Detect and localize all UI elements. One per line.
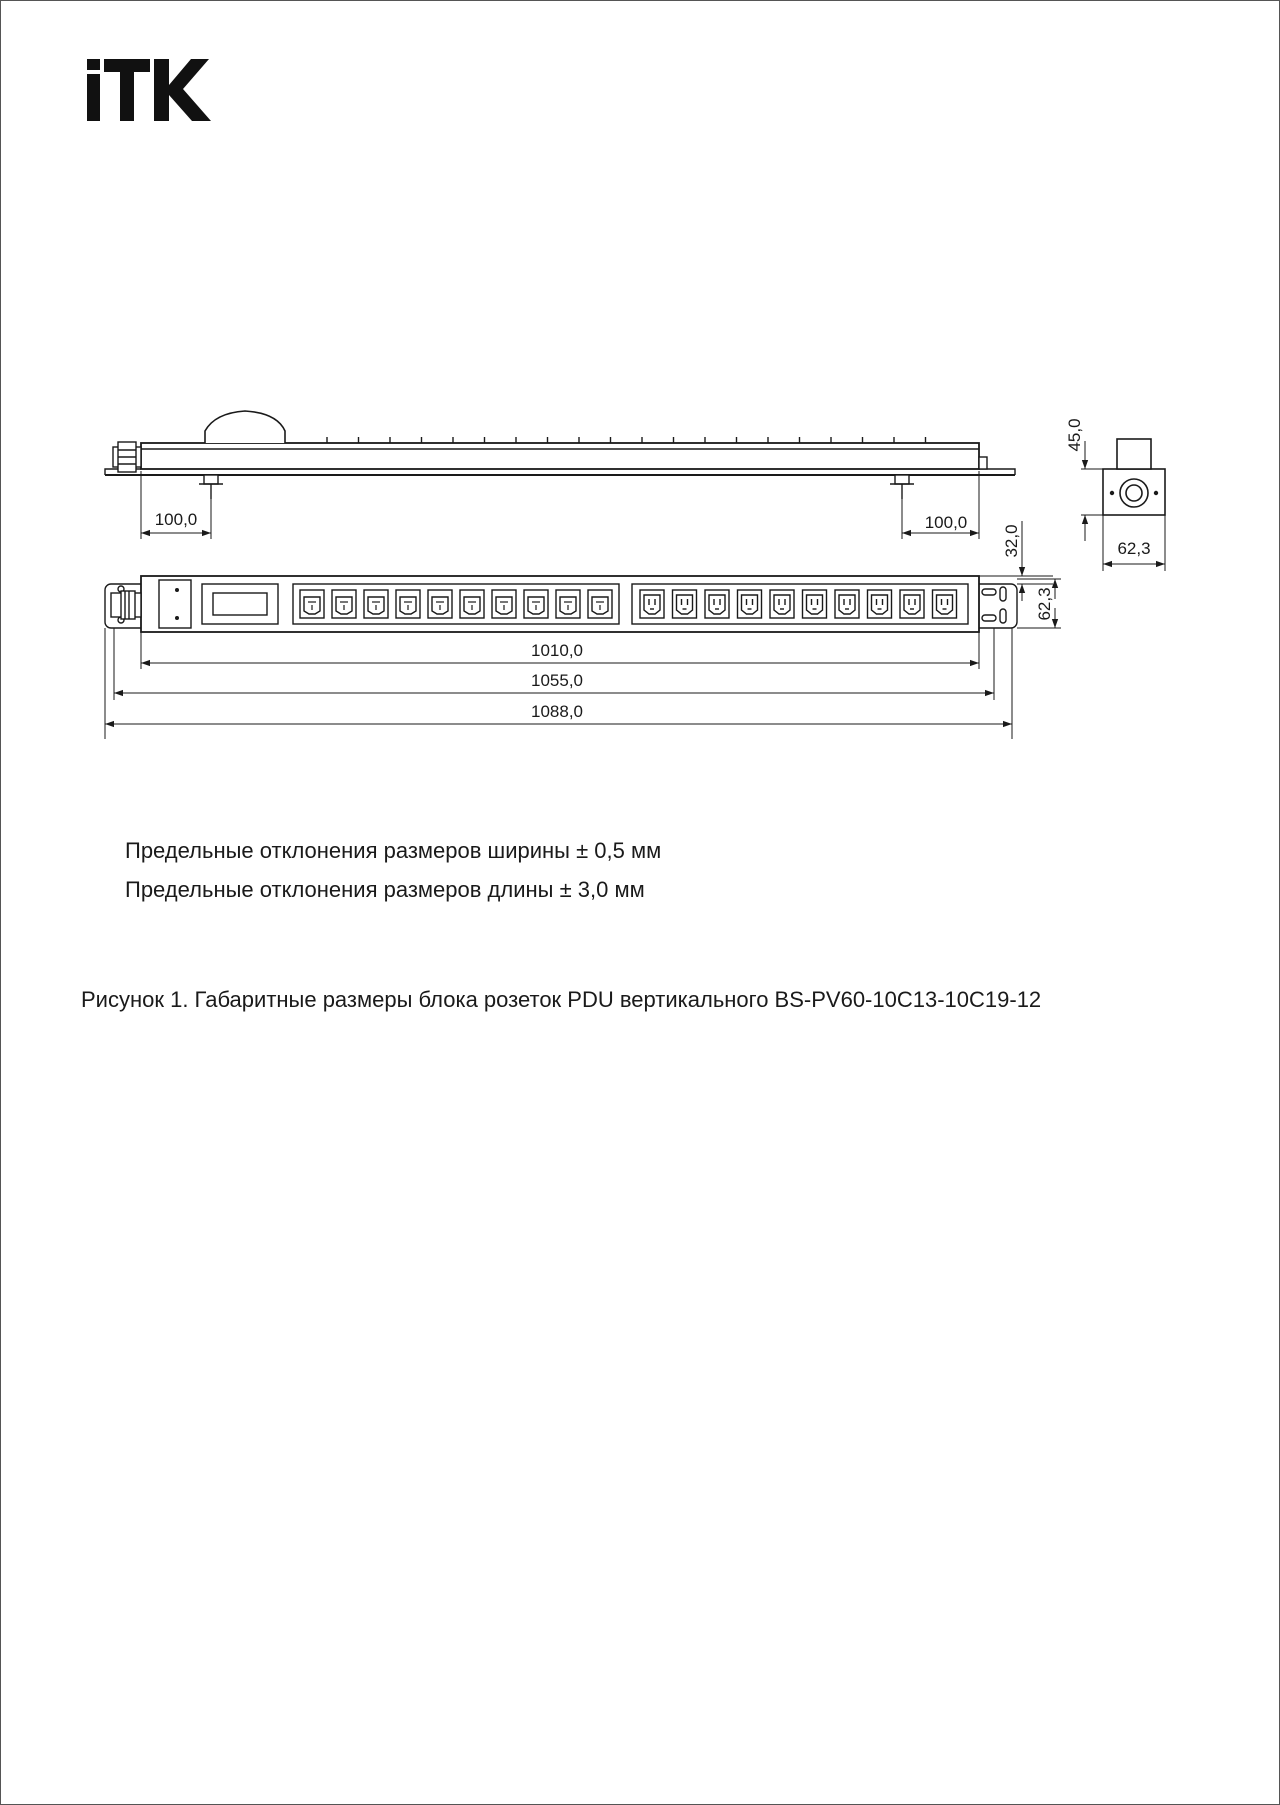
front-view [105, 521, 1061, 739]
c19-outlet [738, 590, 762, 618]
c13-outlet [364, 590, 388, 618]
c13-outlet [524, 590, 548, 618]
tolerance-note-width: Предельные отклонения размеров ширины ± 0,5 мм [125, 838, 662, 863]
c13-outlet [396, 590, 420, 618]
side-view [105, 411, 1015, 539]
c19-outlet [640, 590, 664, 618]
c19-outlet [803, 590, 827, 618]
c13-outlet [556, 590, 580, 618]
tolerance-note-length: Предельные отклонения размеров длины ± 3,0 мм [125, 877, 645, 902]
c13-outlet [588, 590, 612, 618]
c19-outlet [900, 590, 924, 618]
dim-length-mount: 1055,0 [531, 671, 583, 690]
dim-end-width: 62,3 [1117, 539, 1151, 558]
c19-outlet [770, 590, 794, 618]
c13-outlet [492, 590, 516, 618]
c19-outlet [868, 590, 892, 618]
dim-side-right: 100,0 [924, 513, 968, 532]
c13-outlet [300, 590, 324, 618]
c19-outlet [835, 590, 859, 618]
dim-side-left: 100,0 [154, 510, 198, 529]
figure-caption: Рисунок 1. Габаритные размеры блока розеток PDU вертикального BS-PV60-10C13-10C19-12 [81, 987, 1042, 1012]
c19-outlet [933, 590, 957, 618]
c13-outlet [428, 590, 452, 618]
dim-front-height: 62,3 [1035, 587, 1054, 621]
c13-outlet [460, 590, 484, 618]
c19-outlet [705, 590, 729, 618]
pdu-dimension-drawing [1, 1, 1280, 781]
dim-length-body: 1010,0 [531, 641, 583, 660]
dim-length-total: 1088,0 [531, 702, 583, 721]
dim-front-top: 32,0 [1002, 524, 1021, 558]
dim-end-height: 45,0 [1065, 418, 1084, 452]
c19-outlet [673, 590, 697, 618]
c13-outlet [332, 590, 356, 618]
